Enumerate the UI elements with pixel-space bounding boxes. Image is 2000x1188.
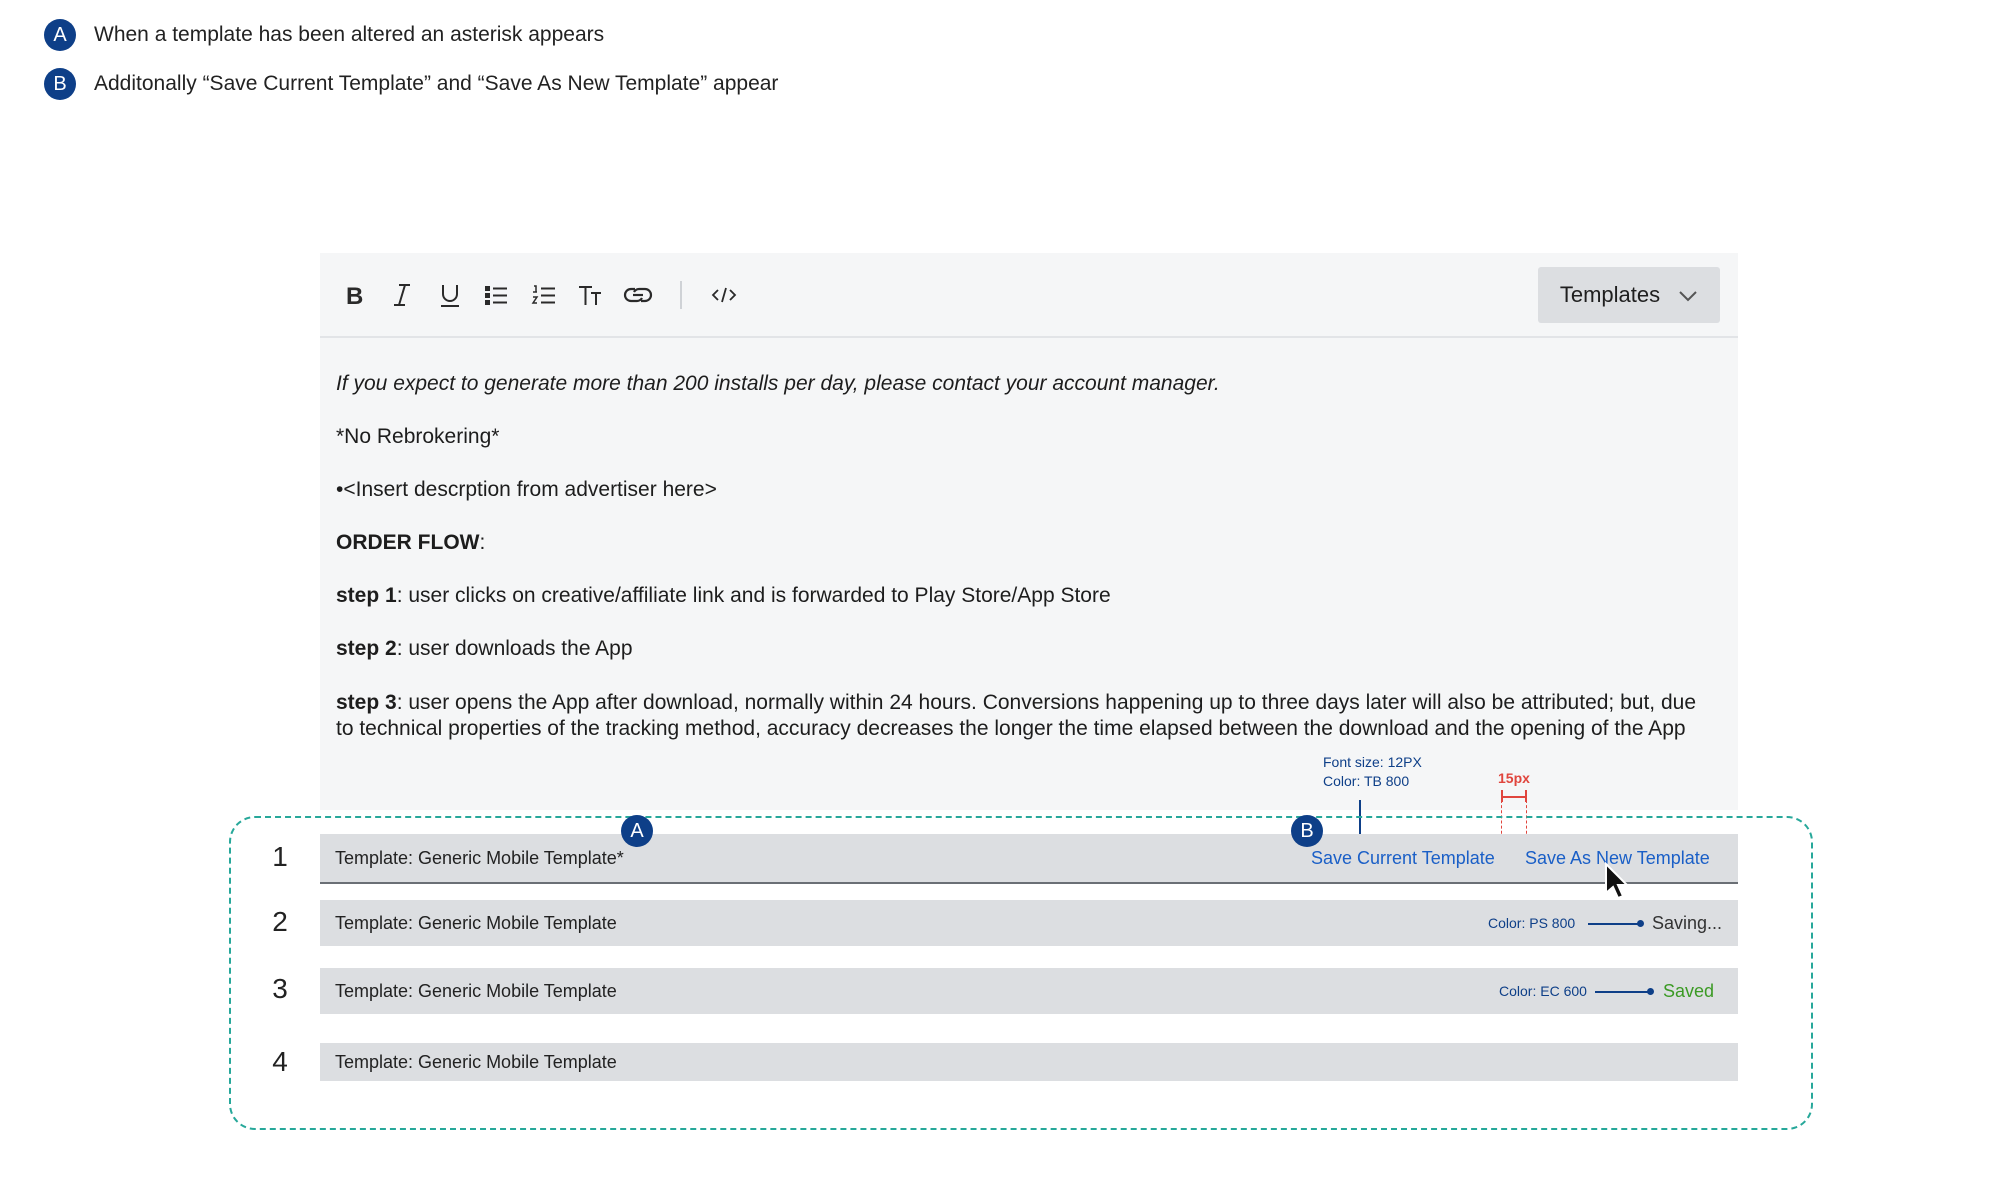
- row-number-1: 1: [272, 841, 288, 872]
- row-number-4: 4: [272, 1046, 288, 1077]
- template-row-4[interactable]: [320, 1043, 1738, 1081]
- annotation-color-ec-dot: [1647, 988, 1654, 995]
- template-row-2-label: Template: Generic Mobile Template: [335, 913, 617, 933]
- template-row-2[interactable]: [320, 900, 1738, 946]
- mouse-cursor-icon: [1604, 862, 1630, 905]
- status-saving: Saving...: [1652, 913, 1723, 933]
- annotation-color-ps-line: [1588, 923, 1640, 925]
- save-as-new-template-button[interactable]: Save As New Template: [1525, 848, 1710, 868]
- step3-text: : user opens the App after download, normally within 24 hours. Conversions happening up to three days later will also be attributed; but, due to technical properties of the tracking method, accuracy decreases the longer the time elapsed between the download and the opening of the App: [336, 691, 1696, 740]
- template-row-3-label: Template: Generic Mobile Template: [335, 981, 617, 1001]
- order-flow-label: ORDER FLOW: [336, 531, 480, 554]
- content-line-no-rebrokering: *No Rebrokering*: [336, 425, 500, 448]
- spacing-measure-bar: [1502, 796, 1526, 798]
- content-line-step3: [336, 690, 1716, 742]
- annotation-color-tb: Color: TB 800: [1323, 773, 1410, 789]
- order-flow-colon: :: [479, 531, 486, 554]
- legend-item-b: [44, 68, 778, 100]
- annotation-color-ps: Color: PS 800: [1488, 915, 1576, 931]
- row-number-2: 2: [272, 906, 288, 937]
- template-row-4-label: Template: Generic Mobile Template: [335, 1052, 617, 1072]
- status-saved: Saved: [1663, 981, 1715, 1001]
- legend-item-a: [44, 19, 604, 51]
- bold-icon[interactable]: [334, 275, 374, 315]
- editor-toolbar: [320, 253, 1738, 338]
- spacing-measure-label: 15px: [1498, 770, 1530, 786]
- templates-dropdown-label: Templates: [1559, 282, 1661, 307]
- annotation-color-ec-line: [1595, 991, 1649, 993]
- templates-dropdown[interactable]: [1538, 267, 1720, 323]
- step2-label: step 2: [336, 637, 397, 660]
- row-number-3: 3: [272, 973, 288, 1004]
- content-line-contact: If you expect to generate more than 200 installs per day, please contact your account manager.: [336, 372, 1220, 395]
- content-line-order-flow: [336, 530, 1716, 556]
- step1-label: step 1: [336, 584, 397, 607]
- content-line-insert-description: •<Insert descrption from advertiser here>: [336, 478, 717, 501]
- legend-text-b: Additonally “Save Current Template” and “Save As New Template” appear: [94, 72, 779, 95]
- toolbar-divider: [680, 281, 682, 309]
- step2-text: : user downloads the App: [396, 637, 633, 660]
- underline-icon[interactable]: [430, 275, 470, 315]
- step3-label: step 3: [336, 691, 397, 714]
- content-line-step2: [336, 636, 1716, 662]
- italic-icon[interactable]: [382, 275, 422, 315]
- template-row-1-label: Template: Generic Mobile Template*: [335, 848, 624, 868]
- svg-text:B: B: [346, 283, 364, 307]
- template-row-1[interactable]: [320, 834, 1738, 884]
- annotation-color-ps-dot: [1637, 920, 1644, 927]
- content-line-step1: [336, 583, 1716, 609]
- code-icon[interactable]: [704, 275, 744, 315]
- annotation-color-ec: Color: EC 600: [1499, 983, 1587, 999]
- annotation-badge-b: B: [1291, 815, 1323, 847]
- step1-text: : user clicks on creative/affiliate link and is forwarded to Play Store/App Store: [396, 584, 1111, 607]
- link-icon[interactable]: [618, 275, 658, 315]
- badge-a: A: [44, 19, 76, 51]
- bullet-list-icon[interactable]: [476, 275, 516, 315]
- numbered-list-icon[interactable]: [524, 275, 564, 315]
- annotation-badge-a: A: [621, 815, 653, 847]
- legend-text-a: When a template has been altered an asterisk appears: [94, 23, 605, 46]
- rich-text-editor: [320, 253, 1738, 810]
- text-size-icon[interactable]: [570, 275, 610, 315]
- annotation-font-size: Font size: 12PX: [1323, 754, 1422, 770]
- template-row-3[interactable]: [320, 968, 1738, 1014]
- save-current-template-button[interactable]: Save Current Template: [1311, 848, 1495, 868]
- chevron-down-icon: [1678, 282, 1698, 308]
- badge-b: B: [44, 68, 76, 100]
